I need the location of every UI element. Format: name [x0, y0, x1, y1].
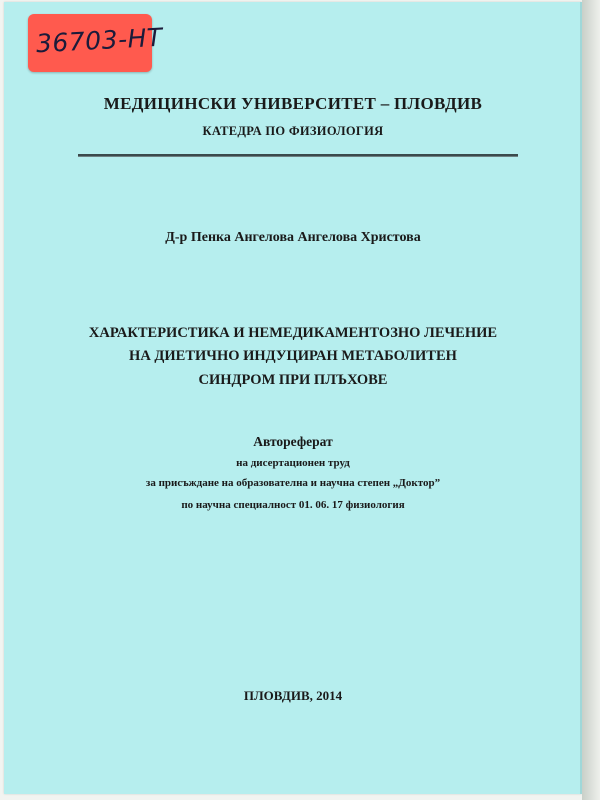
title-line: СИНДРОМ ПРИ ПЛЪХОВЕ [198, 372, 388, 388]
abstract-heading: Автореферат [253, 434, 333, 449]
sticker-code: 36703-НТ [35, 22, 164, 59]
inventory-sticker [28, 14, 164, 72]
department-name: КАТЕДРА ПО ФИЗИОЛОГИЯ [202, 124, 384, 138]
university-name: МЕДИЦИНСКИ УНИВЕРСИТЕТ – ПЛОВДИВ [103, 94, 483, 113]
abstract-line: на дисертационен труд [236, 457, 350, 469]
place-year: ПЛОВДИВ, 2014 [243, 688, 343, 703]
abstract-line: по научна специалност 01. 06. 17 физиология [181, 499, 405, 511]
header-divider [78, 154, 518, 157]
author-name: Д-р Пенка Ангелова Ангелова Христова [165, 230, 421, 245]
title-line: НА ДИЕТИЧНО ИНДУЦИРАН МЕТАБОЛИТЕН [129, 348, 457, 364]
scan-edge [582, 0, 600, 800]
thesis-cover [4, 2, 582, 794]
abstract-line: за присъждане на образователна и научна степен „Доктор” [145, 477, 441, 489]
title-line: ХАРАКТЕРИСТИКА И НЕМЕДИКАМЕНТОЗНО ЛЕЧЕНИЕ [88, 325, 498, 341]
